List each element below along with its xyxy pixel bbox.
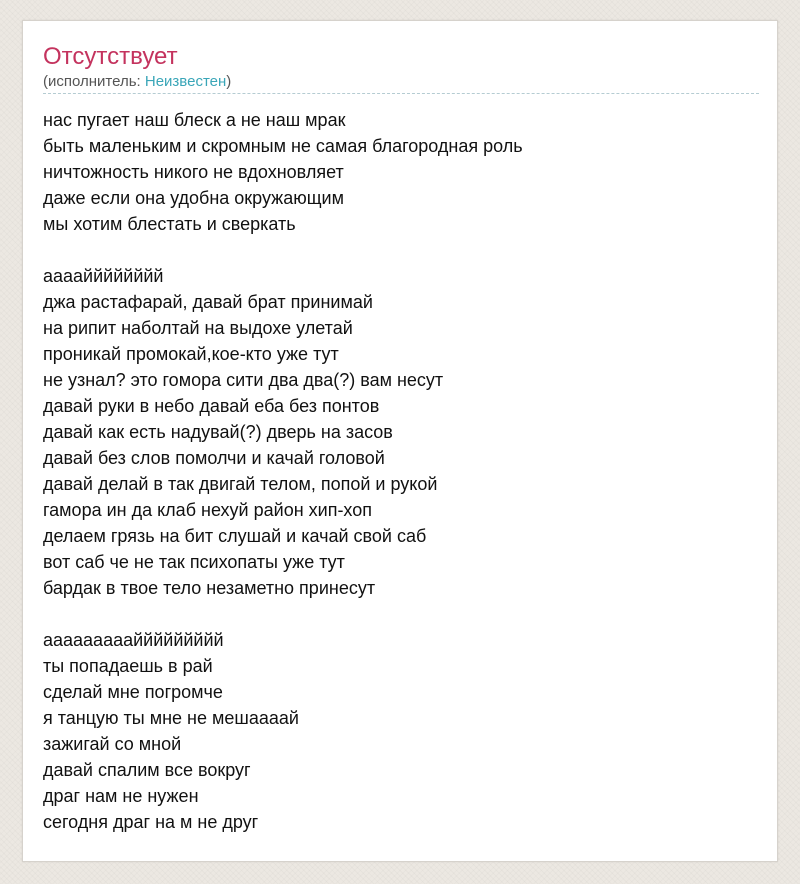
song-title: Отсутствует [43,43,178,70]
lyrics-line: вот саб че не так психопаты уже тут [43,552,345,572]
lyrics-line: бардак в твое тело незаметно принесут [43,578,376,598]
title-divider [43,93,759,94]
lyrics-line: сделай мне погромче [43,682,223,702]
lyrics-verse [43,263,759,601]
lyrics-line: проникай промокай,кое-кто уже тут [43,344,339,364]
lyrics-line: давай делай в так двигай телом, попой и рукой [43,474,438,494]
lyrics-line: давай руки в небо давай еба без понтов [43,396,380,416]
lyrics-line: зажигай со мной [43,734,182,754]
lyrics-verse [43,107,759,237]
lyrics-line: мы хотим блестать и сверкать [43,214,296,234]
lyrics-line: аааайййййййй [43,266,164,286]
lyrics-line: драг нам не нужен [43,786,199,806]
lyrics-line: джа растафарай, давай брат принимай [43,292,373,312]
lyrics-line: не узнал? это гомора сити два два(?) вам несут [43,370,444,390]
lyrics-line: давай как есть надувай(?) дверь на засов [43,422,393,442]
lyrics-line: даже если она удобна окружающим [43,188,344,208]
lyrics-line: давай без слов помолчи и качай головой [43,448,385,468]
lyrics-line: ты попадаешь в рай [43,656,213,676]
artist-prefix: (исполнитель: [43,73,145,90]
lyrics-line: на рипит наболтай на выдохе улетай [43,318,353,338]
lyrics-line: сегодня драг на м не друг [43,812,259,832]
lyrics-line: нас пугает наш блеск а не наш мрак [43,110,346,130]
lyrics-card [22,20,778,862]
lyrics-line: гамора ин да клаб нехуй район хип-хоп [43,500,372,520]
artist-line [43,73,231,91]
lyrics-line: давай спалим все вокруг [43,760,251,780]
artist-link[interactable]: Неизвестен [144,73,227,90]
artist-suffix: ) [226,73,232,90]
lyrics-body [43,107,759,835]
lyrics-line: я танцую ты мне не мешаааай [43,708,299,728]
lyrics-line: делаем грязь на бит слушай и качай свой саб [43,526,427,546]
lyrics-line: ничтожность никого не вдохновляет [43,162,344,182]
lyrics-line: аааааааааййййййййй [43,630,224,650]
lyrics-line: быть маленьким и скромным не самая благородная роль [43,136,523,156]
lyrics-verse [43,627,759,835]
